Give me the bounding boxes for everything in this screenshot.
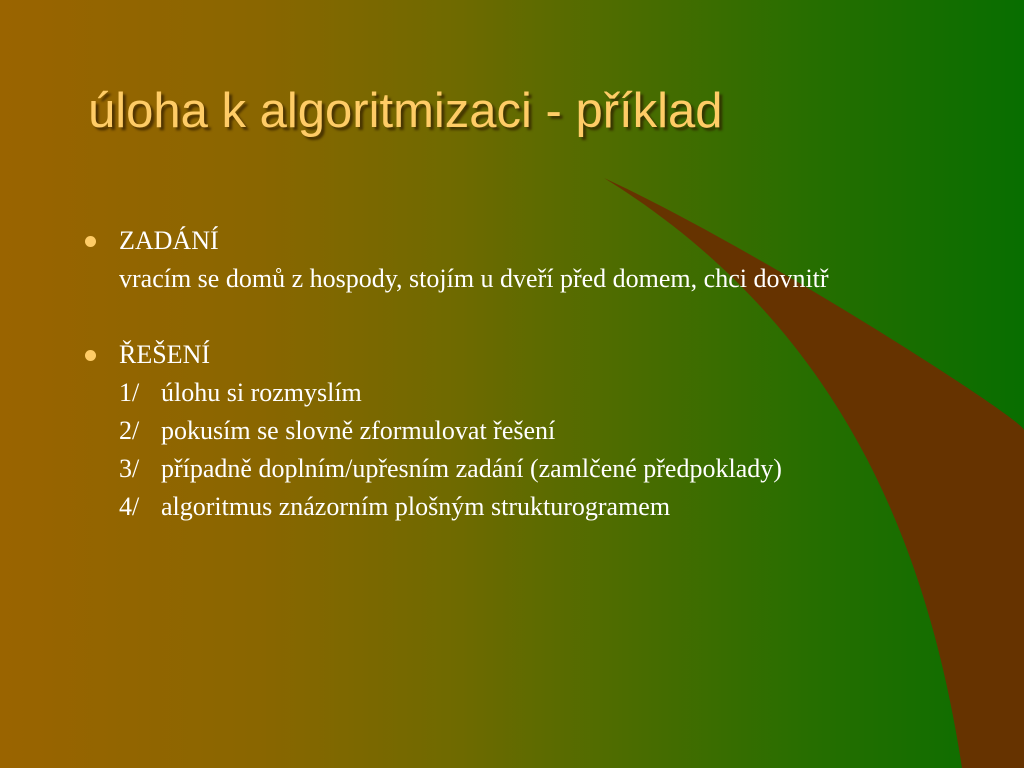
- solution-step: [119, 412, 1013, 450]
- bullet-heading: ŘEŠENÍ: [119, 340, 210, 369]
- bullet-item-zadani: [83, 222, 1013, 298]
- bullet-heading: ZADÁNÍ: [119, 226, 219, 255]
- step-text: algoritmus znázorním plošným strukturogramem: [161, 492, 671, 521]
- slide-title: úloha k algoritmizaci - příklad: [88, 84, 723, 138]
- bullet-text: vracím se domů z hospody, stojím u dveří před domem, chci dovnitř: [119, 264, 829, 293]
- step-number: 2/: [119, 416, 140, 445]
- solution-step: [119, 450, 1013, 488]
- bullet-list: [83, 222, 1013, 526]
- step-number: 1/: [119, 378, 140, 407]
- step-text: úlohu si rozmyslím: [161, 378, 362, 407]
- bullet-dot-icon: [85, 350, 96, 361]
- step-number: 3/: [119, 454, 140, 483]
- step-number: 4/: [119, 492, 140, 521]
- bullet-item-reseni: [83, 336, 1013, 526]
- bullet-dot-icon: [85, 236, 96, 247]
- solution-step: [119, 374, 1013, 412]
- solution-step: [119, 488, 1013, 526]
- step-text: případně doplním/upřesním zadání (zamlčené předpoklady): [161, 454, 782, 483]
- step-text: pokusím se slovně zformulovat řešení: [161, 416, 556, 445]
